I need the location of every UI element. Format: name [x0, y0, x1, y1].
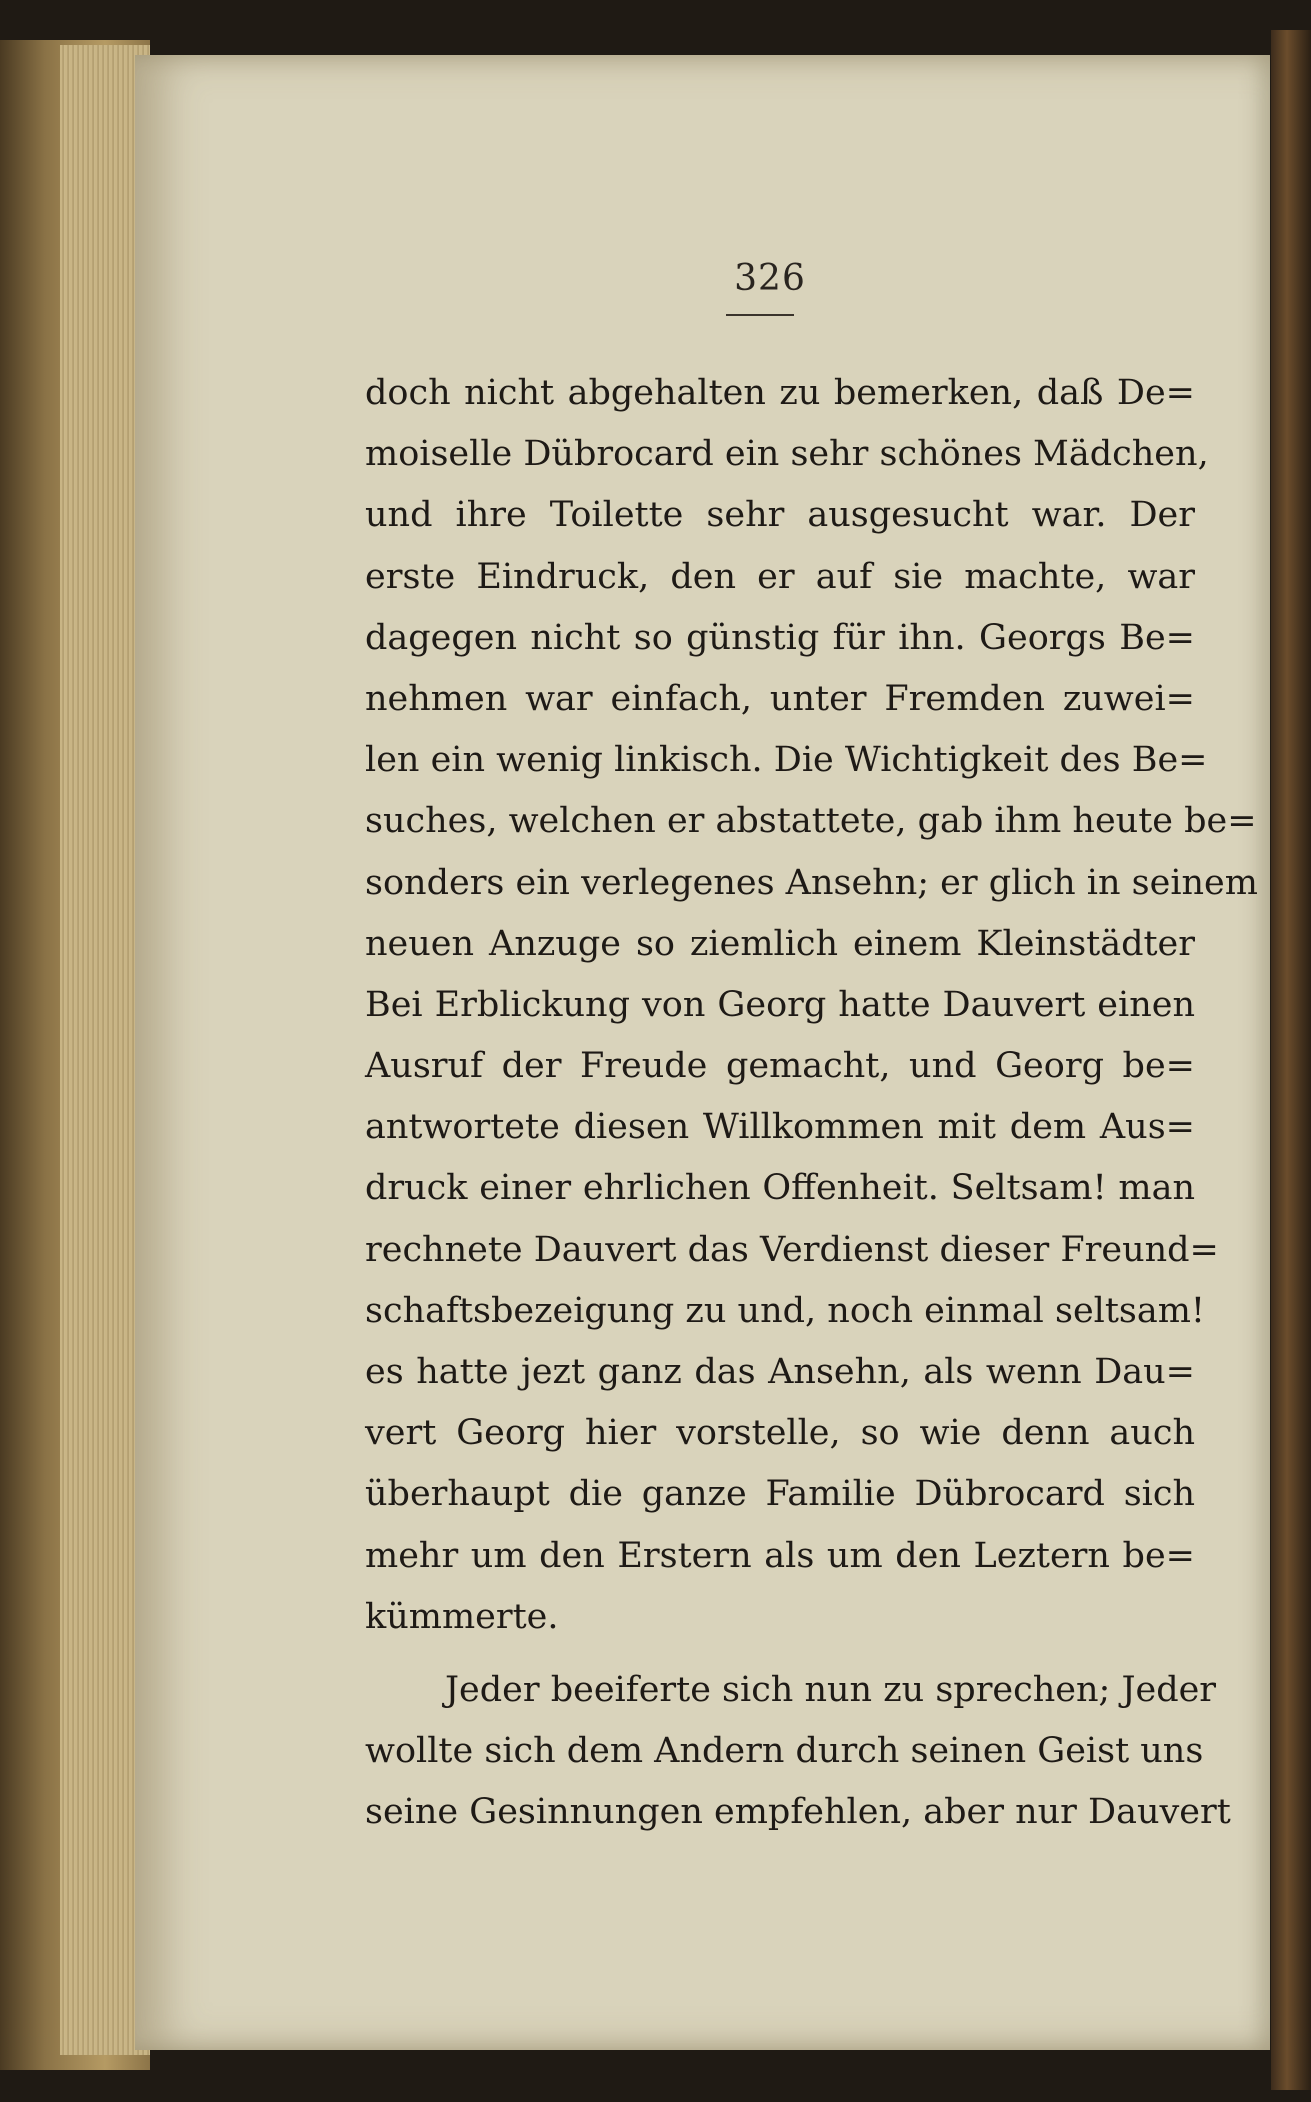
text-line: dagegen nicht so günstig für ihn. Georgs Be=	[365, 617, 1195, 658]
text-line: len ein wenig linkisch. Die Wichtigkeit des Be=	[365, 740, 1208, 781]
text-line: schaftsbezeigung zu und, noch einmal seltsam!	[365, 1290, 1205, 1331]
text-line: moiselle Dübrocard ein sehr schönes Mädchen,	[365, 434, 1209, 475]
text-line: mehr um den Erstern als um den Leztern be=	[365, 1535, 1195, 1576]
text-line: Bei Erblickung von Georg hatte Dauvert einen	[365, 984, 1195, 1025]
text-line: seine Gesinnungen empfehlen, aber nur Dauvert	[365, 1792, 1231, 1833]
text-line: antwortete diesen Willkommen mit dem Aus=	[365, 1107, 1195, 1148]
text-line: und ihre Toilette sehr ausgesucht war. Der	[365, 495, 1195, 536]
text-line: Ausruf der Freude gemacht, und Georg be=	[365, 1046, 1195, 1087]
text-line: suches, welchen er abstattete, gab ihm heute be=	[365, 801, 1257, 842]
text-line: sonders ein verlegenes Ansehn; er glich in seinem	[365, 862, 1258, 903]
body-text	[365, 363, 1258, 1844]
text-line: neuen Anzuge so ziemlich einem Kleinstädter	[365, 923, 1195, 964]
text-line: vert Georg hier vorstelle, so wie denn auch	[365, 1413, 1195, 1454]
text-line: erste Eindruck, den er auf sie machte, war	[365, 556, 1195, 597]
text-line: nehmen war einfach, unter Fremden zuwei=	[365, 678, 1195, 719]
text-line: doch nicht abgehalten zu bemerken, daß De=	[365, 373, 1195, 413]
header-rule	[726, 314, 794, 316]
text-line: rechnete Dauvert das Verdienst dieser Freund=	[365, 1229, 1219, 1270]
text-line: kümmerte.	[365, 1596, 559, 1637]
text-line: Jeder beeiferte sich nun zu sprechen; Jeder	[445, 1669, 1217, 1710]
text-line: es hatte jezt ganz das Ansehn, als wenn Dau=	[365, 1352, 1195, 1392]
text-line: druck einer ehrlichen Offenheit. Seltsam! man	[365, 1168, 1195, 1209]
text-line: wollte sich dem Andern durch seinen Geist uns	[365, 1731, 1204, 1772]
page-number: 326	[734, 258, 806, 299]
text-line: überhaupt die ganze Familie Dübrocard sich	[365, 1474, 1195, 1515]
right-cover-edge	[1271, 30, 1311, 2090]
